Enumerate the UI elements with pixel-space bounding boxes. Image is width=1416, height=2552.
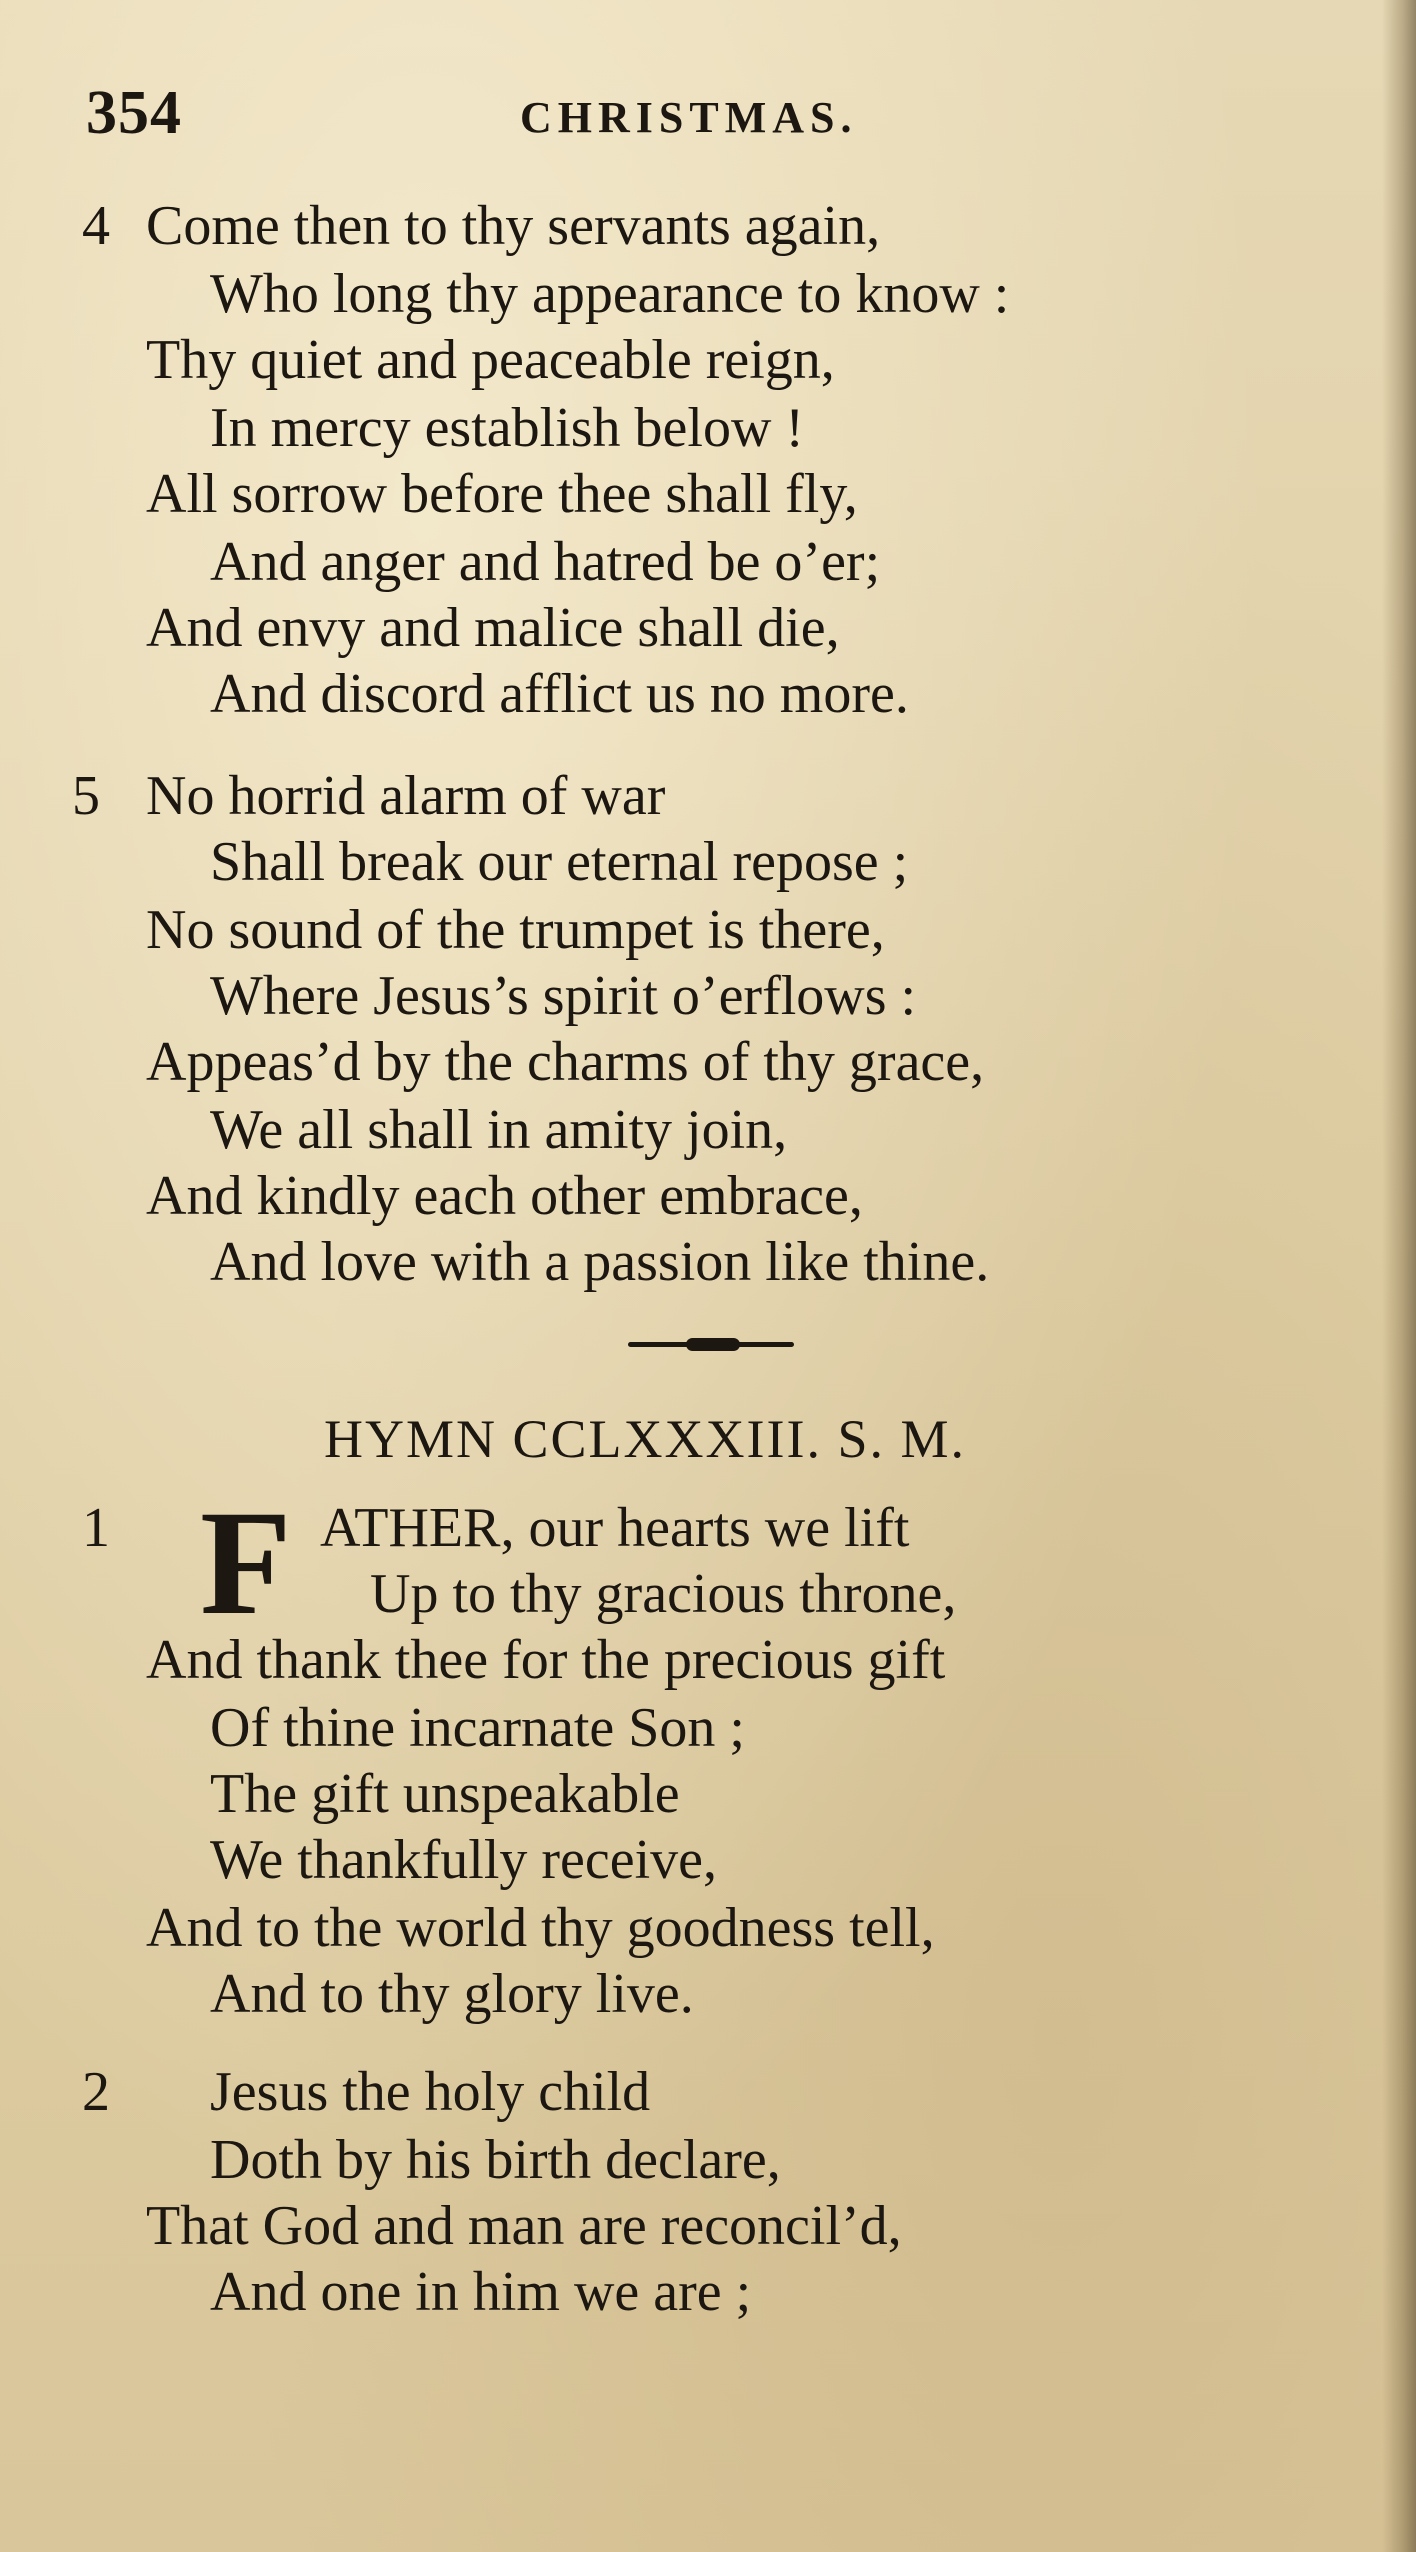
verse-line: Come then to thy servants again, bbox=[146, 195, 881, 257]
verse-line: Thy quiet and peaceable reign, bbox=[146, 329, 835, 391]
verse-line: Who long thy appearance to know : bbox=[210, 263, 1010, 325]
page-spine-shadow bbox=[1382, 0, 1416, 2552]
stanza-number: 1 bbox=[82, 1497, 110, 1559]
verse-line: Where Jesus’s spirit o’erflows : bbox=[210, 965, 917, 1027]
running-title: CHRISTMAS. bbox=[520, 93, 858, 142]
verse-line: Shall break our eternal repose ; bbox=[210, 831, 909, 893]
stanza-number: 4 bbox=[82, 195, 110, 257]
verse-line: Up to thy gracious throne, bbox=[370, 1563, 957, 1625]
verse-line: No horrid alarm of war bbox=[146, 765, 666, 827]
verse-line: Appeas’d by the charms of thy grace, bbox=[146, 1031, 985, 1093]
stanza-number: 5 bbox=[72, 765, 100, 827]
verse-line: Of thine incarnate Son ; bbox=[210, 1697, 745, 1759]
verse-line: We all shall in amity join, bbox=[210, 1099, 788, 1161]
verse-line: ATHER, our hearts we lift bbox=[320, 1497, 910, 1559]
verse-line: The gift unspeakable bbox=[210, 1763, 680, 1825]
verse-line: And envy and malice shall die, bbox=[146, 597, 840, 659]
verse-line: And to thy glory live. bbox=[210, 1963, 694, 2025]
hymn-title: HYMN CCLXXXIII. S. M. bbox=[324, 1409, 967, 1469]
verse-line: That God and man are reconcil’d, bbox=[146, 2195, 902, 2257]
verse-line: And discord afflict us no more. bbox=[210, 663, 909, 725]
stanza-number: 2 bbox=[82, 2061, 110, 2123]
verse-line: And to the world thy goodness tell, bbox=[146, 1897, 935, 1959]
verse-line: We thankfully receive, bbox=[210, 1829, 718, 1891]
verse-line: And anger and hatred be o’er; bbox=[210, 531, 881, 593]
verse-line: And kindly each other embrace, bbox=[146, 1165, 863, 1227]
verse-line: And thank thee for the precious gift bbox=[146, 1629, 946, 1691]
page-number: 354 bbox=[86, 79, 182, 147]
section-divider-ornament bbox=[686, 1338, 740, 1351]
verse-line: No sound of the trumpet is there, bbox=[146, 899, 885, 961]
verse-line: Jesus the holy child bbox=[210, 2061, 651, 2123]
verse-line: And love with a passion like thine. bbox=[210, 1231, 990, 1293]
verse-line: All sorrow before thee shall fly, bbox=[146, 463, 858, 525]
drop-cap: F bbox=[200, 1480, 292, 1646]
verse-line: And one in him we are ; bbox=[210, 2261, 752, 2323]
verse-line: Doth by his birth declare, bbox=[210, 2129, 781, 2191]
verse-line: In mercy establish below ! bbox=[210, 397, 805, 459]
